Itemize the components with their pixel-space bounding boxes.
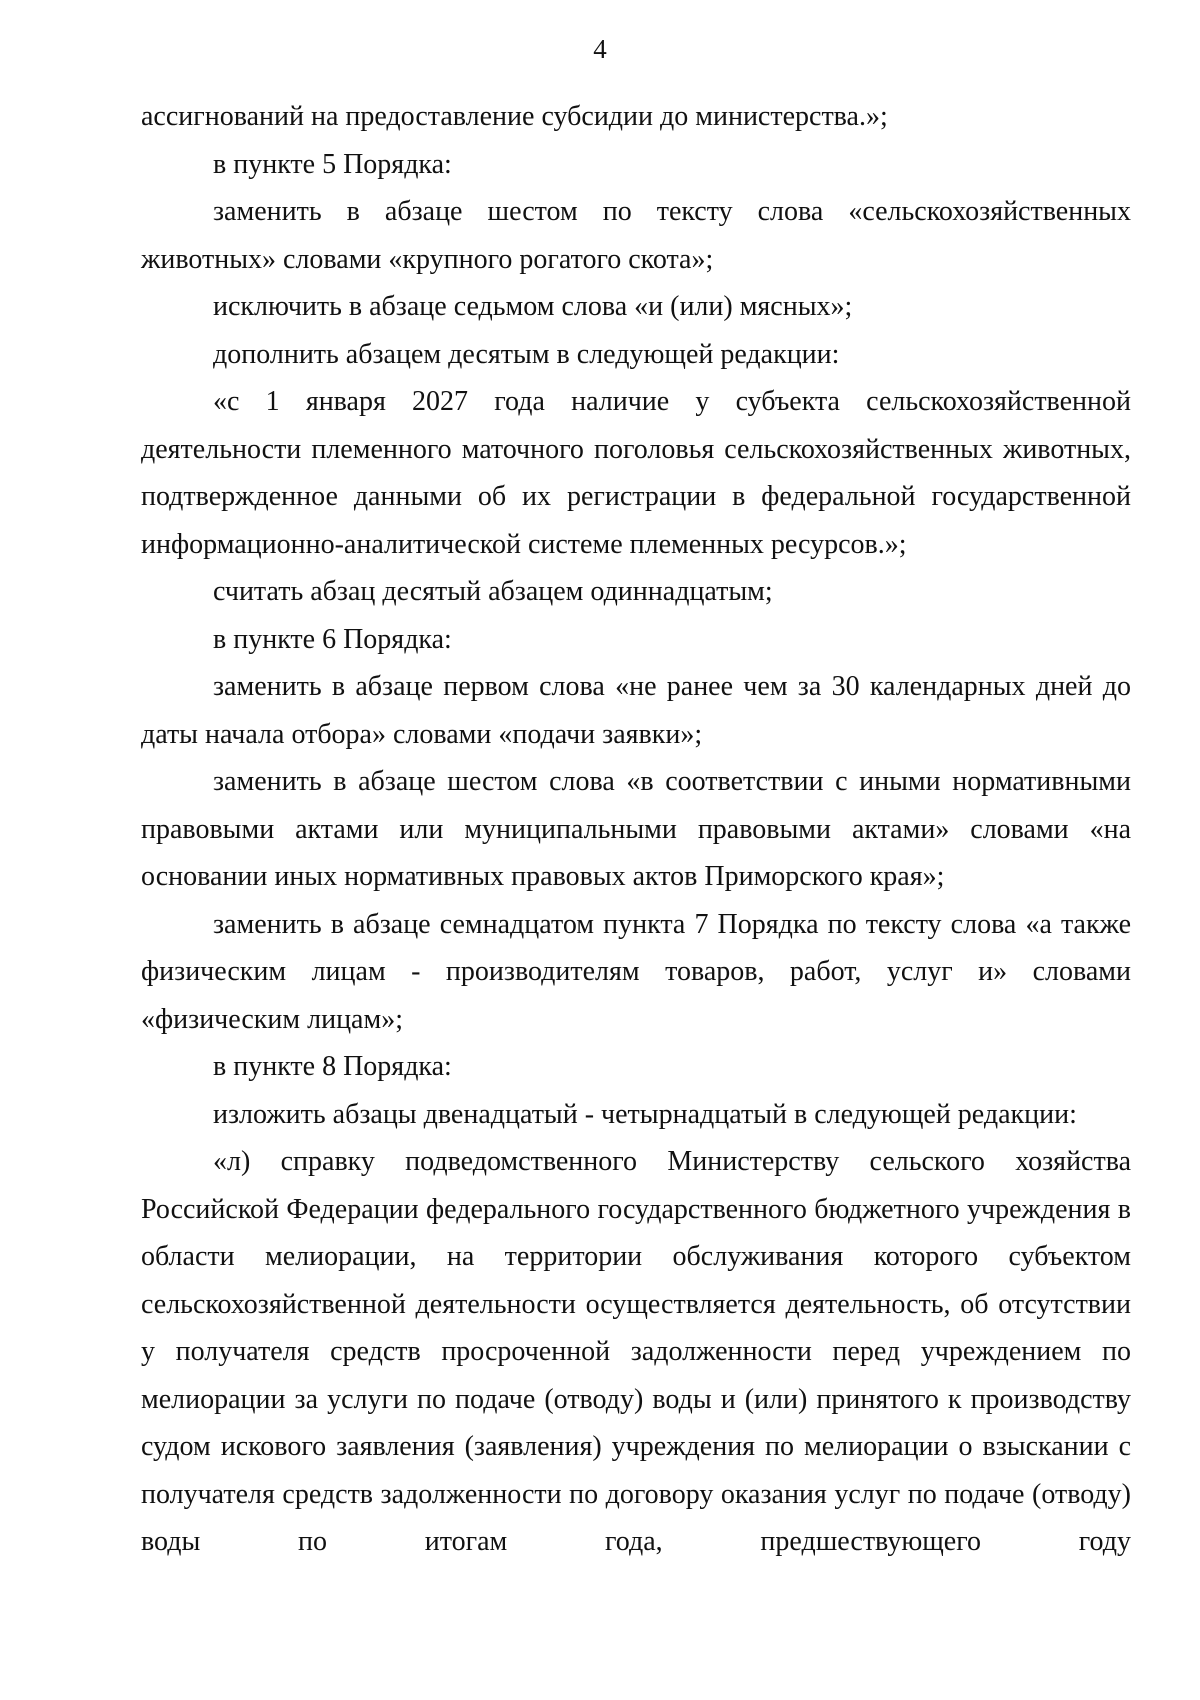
paragraph-amendment: изложить абзацы двенадцатый - четырнадцатый в следующей редакции:	[213, 1098, 1077, 1130]
paragraph-amendment: исключить в абзаце седьмом слова «и (или) мясных»;	[213, 291, 853, 322]
paragraph-amendment: заменить в абзаце первом слова «не ранее чем за 30 календарных дней до даты начала отбора» словами «подачи заявки»;	[141, 671, 1131, 750]
page-number: 4	[593, 34, 607, 64]
paragraph-amendment: дополнить абзацем десятым в следующей редакции:	[213, 338, 840, 370]
paragraph-item-8-heading: в пункте 8 Порядка:	[213, 1051, 452, 1082]
document-body	[141, 93, 1131, 1566]
paragraph-amendment: заменить в абзаце шестом по тексту слова «сельскохозяйственных животных» словами «крупного рогатого скота»;	[141, 196, 1131, 275]
paragraph-quoted-text: «с 1 января 2027 года наличие у субъекта сельскохозяйственной деятельности племенного маточного поголовья сельскохозяйственных животных, подтвержденное данными об их регистрации в федеральной государственной информационно-аналитической системе племенных ресурсов.»;	[141, 386, 1131, 560]
paragraph-quoted-text: «л) справку подведомственного Министерству сельского хозяйства Российской Федерации федерального государственного бюджетного учреждения в области мелиорации, на территории обслуживания которого субъектом сельскохозяйственной деятельности осуществляется деятельность, об отсутствии у получателя средств просроченной задолженности перед учреждением по мелиорации за услуги по подаче (отводу) воды и (или) принятого к производству судом искового заявления (заявления) учреждения по мелиорации о взыскании с получателя средств задолженности по договору оказания услуг по подаче (отводу) воды по итогам года, предшествующего году	[141, 1146, 1131, 1557]
paragraph-amendment: заменить в абзаце шестом слова «в соответствии с иными нормативными правовыми актами или муниципальными правовыми актами» словами «на основании иных нормативных правовых актов Приморского края»;	[141, 766, 1131, 892]
paragraph-item-5-heading: в пункте 5 Порядка:	[213, 148, 452, 180]
paragraph-amendment: считать абзац десятый абзацем одиннадцатым;	[213, 576, 773, 607]
paragraph-continuation: ассигнований на предоставление субсидии до министерства.»;	[141, 101, 888, 132]
paragraph-amendment: заменить в абзаце семнадцатом пункта 7 Порядка по тексту слова «а также физическим лицам - производителям товаров, работ, услуг и» словами «физическим лицам»;	[141, 908, 1131, 1035]
paragraph-item-6-heading: в пункте 6 Порядка:	[213, 623, 452, 655]
